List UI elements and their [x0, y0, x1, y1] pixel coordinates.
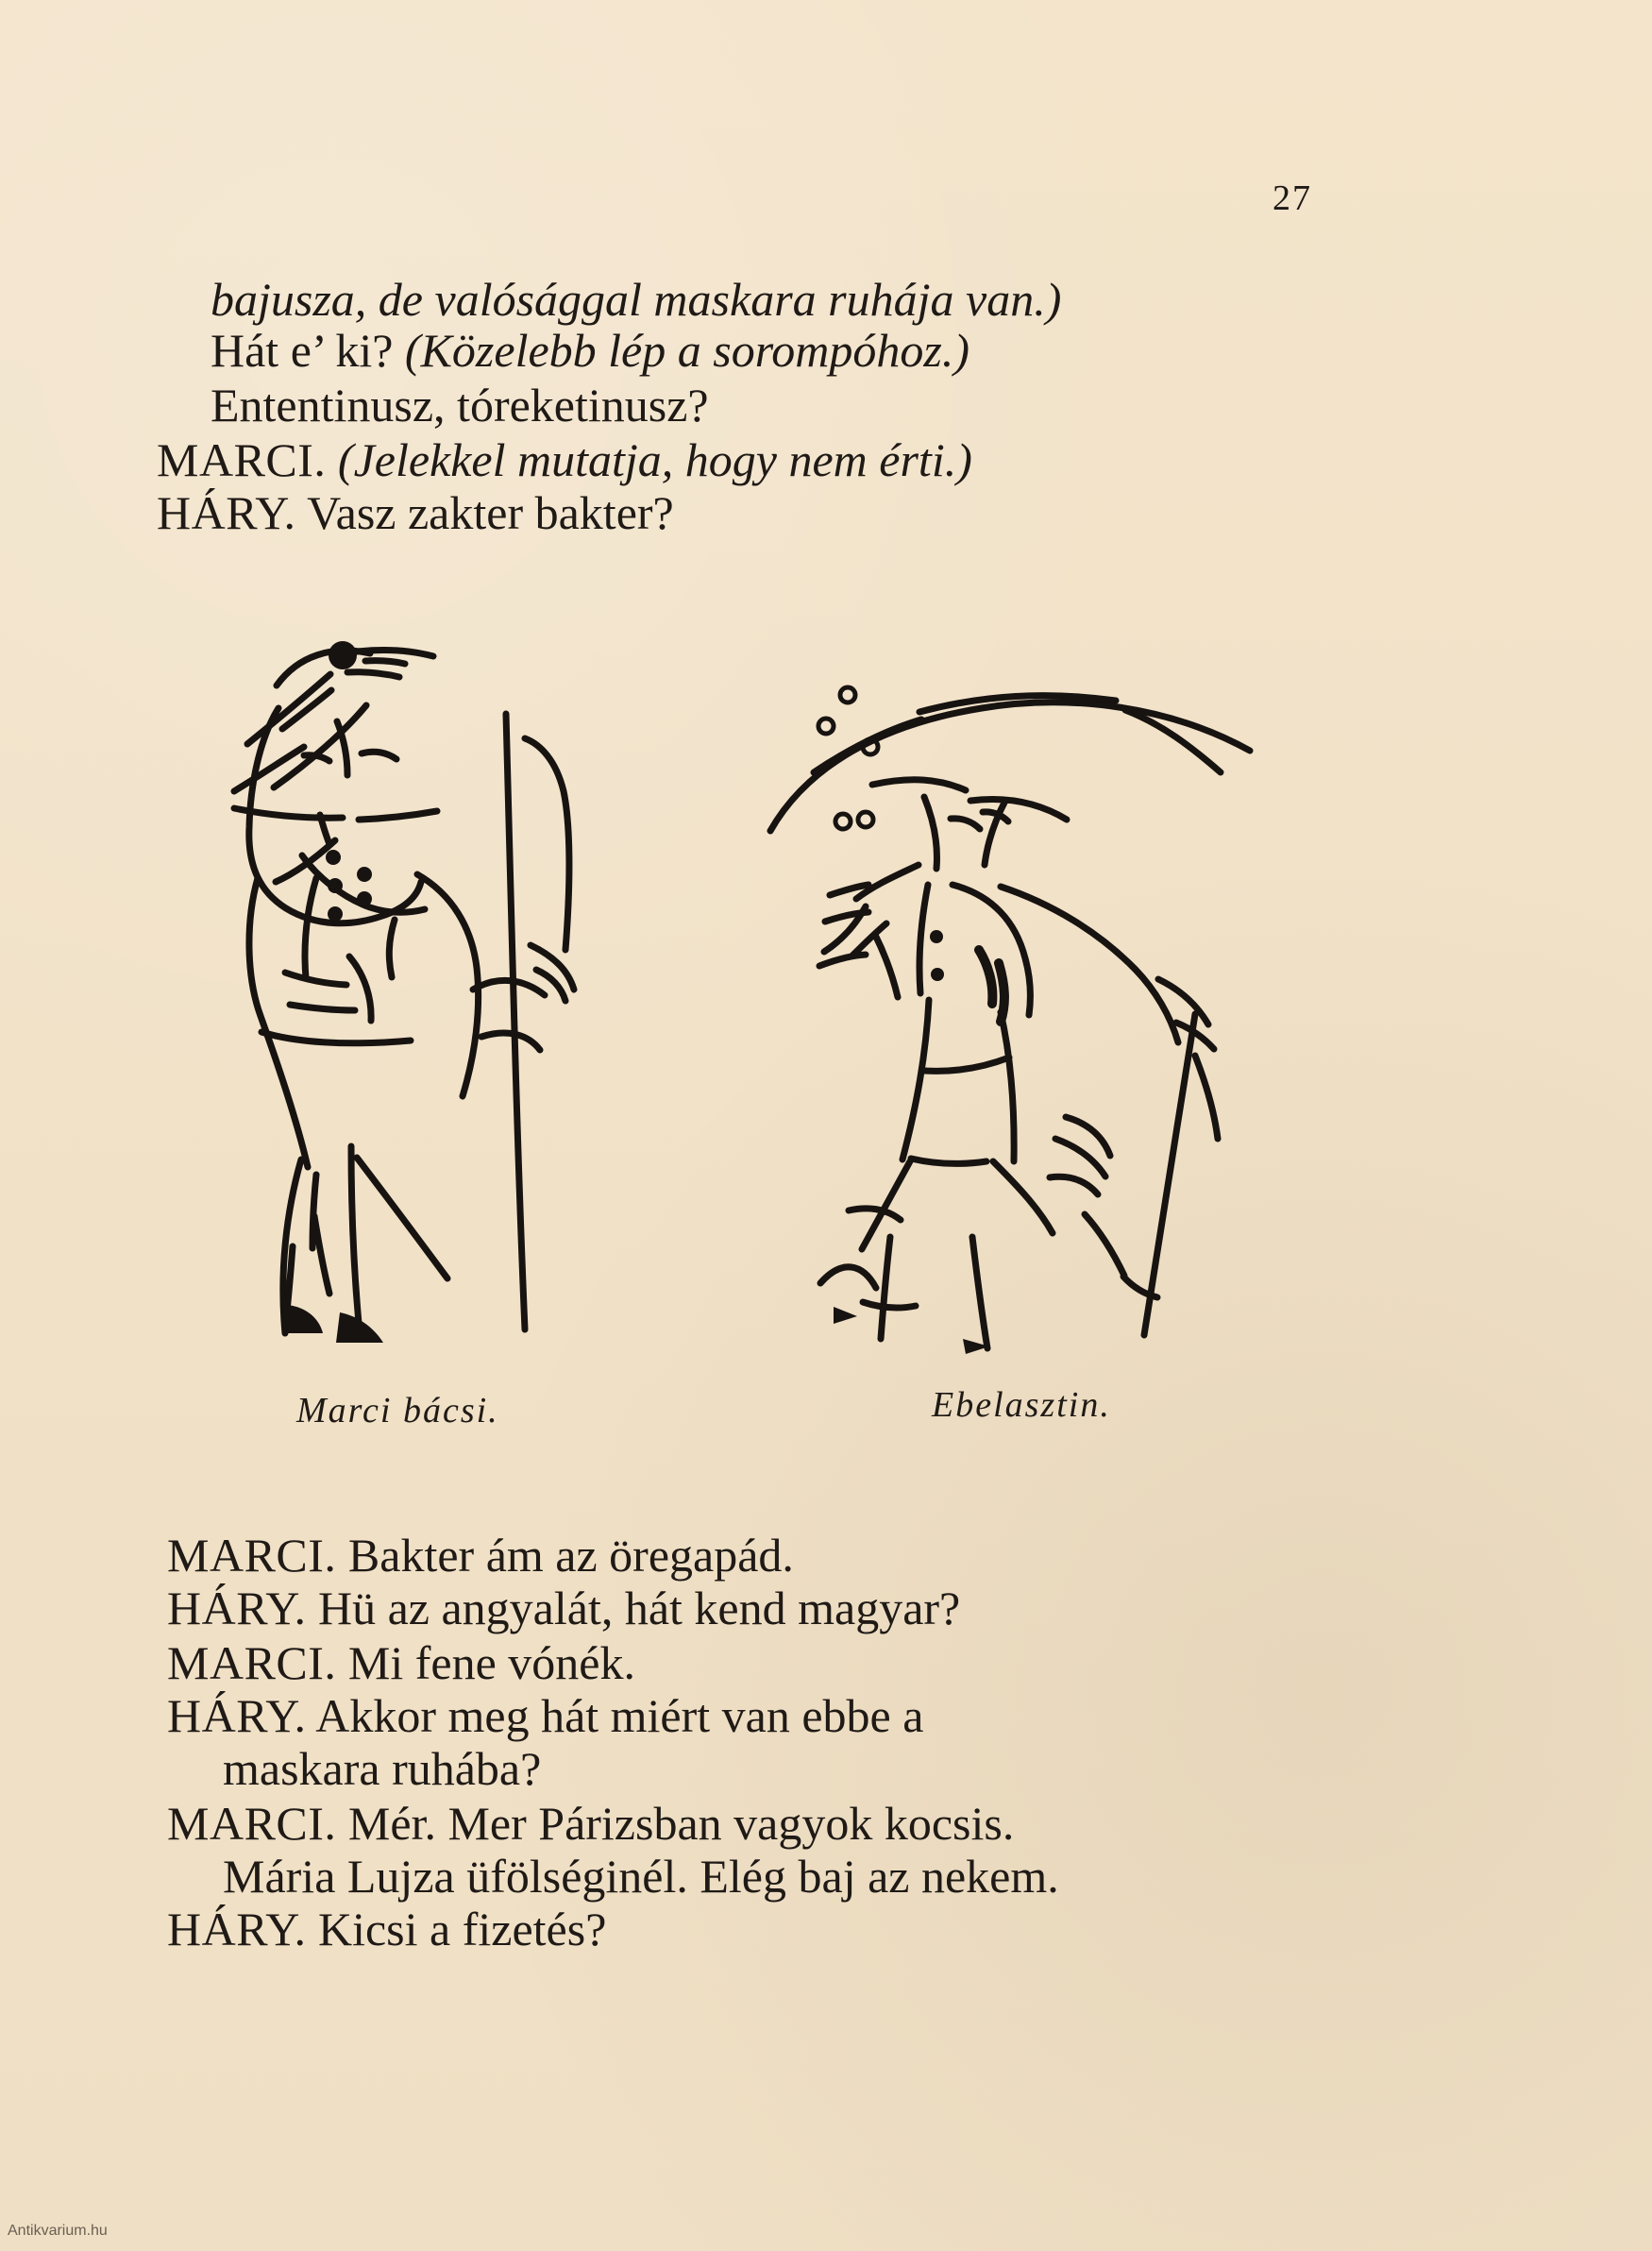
text-line-13-content: Kicsi a fizetés? — [306, 1903, 607, 1955]
text-line-7 — [167, 1584, 960, 1632]
text-line-3 — [211, 379, 709, 432]
text-line-4-content: (Jelekkel mutatja, hogy nem érti.) — [326, 433, 972, 486]
text-line-5 — [157, 486, 674, 539]
speaker-label: HÁRY. — [167, 1903, 307, 1955]
text-line-2-content-a: Hát e’ ki? — [211, 324, 394, 377]
text-line-6-content: Bakter ám az öregapád. — [336, 1529, 794, 1582]
text-line-2 — [211, 324, 970, 377]
text-line-3-content: Ententinusz, tóreketinusz? — [211, 379, 709, 432]
text-line-5-content: Vasz zakter bakter? — [295, 486, 674, 539]
text-line-4 — [157, 433, 972, 486]
right-illustration-caption: Ebelasztin. — [932, 1385, 1111, 1425]
text-line-7-content: Hü az angyalát, hát kend magyar? — [306, 1582, 961, 1634]
speaker-label: MARCI. — [167, 1529, 337, 1582]
page-number: 27 — [1273, 178, 1312, 218]
footer-watermark: Antikvarium.hu — [8, 2223, 108, 2239]
text-line-1-content: bajusza, de valósággal maskara ruhája van.) — [211, 273, 1062, 326]
ebelasztin-illustration — [765, 652, 1293, 1369]
text-line-12 — [223, 1850, 1059, 1903]
text-line-9 — [167, 1689, 924, 1742]
speaker-label: HÁRY. — [167, 1582, 307, 1634]
text-line-10-content: maskara ruhába? — [223, 1742, 542, 1795]
marci-bacsi-illustration — [198, 633, 604, 1388]
text-line-8 — [167, 1636, 635, 1689]
text-line-9-content: Akkor meg hát miért van ebbe a — [306, 1689, 924, 1742]
text-line-10 — [223, 1742, 542, 1795]
text-line-2-content-b: (Közelebb lép a sorompóhoz.) — [393, 324, 970, 377]
text-line-11-content: Mér. Mer Párizsban vagyok kocsis. — [336, 1797, 1015, 1850]
text-line-11 — [167, 1797, 1015, 1850]
text-line-12-content: Mária Lujza üfölséginél. Elég baj az nekem. — [223, 1850, 1059, 1903]
speaker-label: MARCI. — [167, 1797, 337, 1850]
text-line-1 — [211, 273, 1062, 326]
left-illustration-caption: Marci bácsi. — [296, 1391, 499, 1430]
text-line-13 — [167, 1905, 606, 1953]
speaker-label: HÁRY. — [167, 1689, 307, 1742]
text-line-8-content: Mi fene vónék. — [336, 1636, 635, 1689]
speaker-label: MARCI. — [167, 1636, 337, 1689]
text-line-6 — [167, 1529, 794, 1582]
speaker-label: MARCI. — [157, 433, 327, 486]
speaker-label: HÁRY. — [157, 486, 296, 539]
